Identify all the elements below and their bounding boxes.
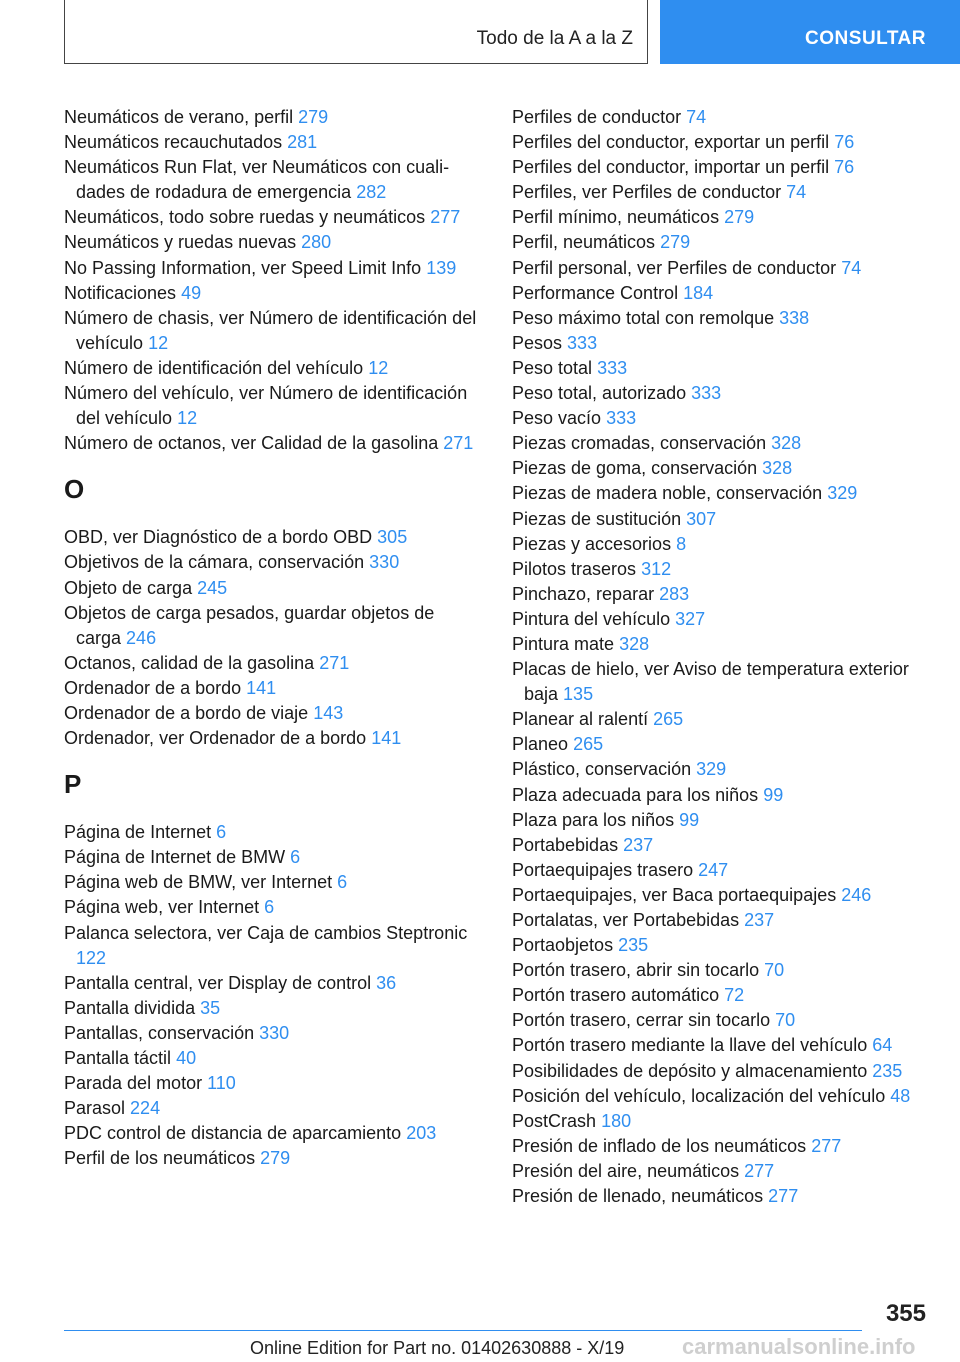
- page-link[interactable]: 277: [744, 1160, 775, 1181]
- page-link[interactable]: 282: [356, 182, 387, 203]
- index-entry-text: Pantallas, conservación: [64, 1022, 255, 1043]
- index-entry-text: Pantalla central, ver Display de control: [64, 972, 372, 993]
- index-entry-text: Posición del vehículo, localización del vehículo: [512, 1085, 886, 1106]
- index-entry: [512, 1109, 932, 1134]
- index-entry-text: Portaobjetos: [512, 935, 614, 956]
- page-link[interactable]: 235: [618, 935, 649, 956]
- index-entry: [512, 607, 932, 632]
- index-entry-text: Parasol: [64, 1098, 126, 1119]
- index-entry-text: Palanca selectora, ver Caja de cambios Steptronic: [64, 922, 468, 943]
- page-link[interactable]: 246: [841, 884, 872, 905]
- index-entry: [64, 870, 484, 895]
- page-link[interactable]: 72: [724, 985, 745, 1006]
- section-letter: O: [64, 474, 85, 505]
- index-entry-text: Portón trasero automático: [512, 985, 720, 1006]
- index-entry-text: Objetivos de la cámara, conservación: [64, 552, 365, 573]
- index-entry-text: Número de identificación del vehículo: [64, 357, 364, 378]
- index-entry: [64, 1096, 484, 1121]
- index-entry-text: Ordenador de a bordo de viaje: [64, 702, 309, 723]
- index-entry: [64, 726, 484, 751]
- index-entry: [512, 1159, 932, 1184]
- index-entry: [512, 1084, 932, 1109]
- index-entry: [64, 306, 484, 356]
- index-entry-text: Notificaciones: [64, 282, 177, 303]
- index-entry: [512, 657, 932, 707]
- index-entry: [512, 481, 932, 506]
- index-entry: [512, 1184, 932, 1209]
- index-entry-text: Performance Control: [512, 282, 679, 303]
- consultar-tab[interactable]: [660, 0, 960, 64]
- index-entry-text: Octanos, calidad de la gasolina: [64, 652, 315, 673]
- index-entry-text: Posibilidades de depósito y almacenamiento: [512, 1060, 868, 1081]
- index-entry-text: Objetos de carga pesados, guardar objetos de carga: [64, 602, 435, 648]
- page-link[interactable]: 312: [641, 558, 672, 579]
- page-link[interactable]: 110: [207, 1073, 236, 1094]
- page-link[interactable]: 277: [768, 1186, 799, 1207]
- page-link[interactable]: 235: [872, 1060, 903, 1081]
- index-entry: [64, 356, 484, 381]
- index-entry: [512, 1134, 932, 1159]
- index-entry: [64, 381, 484, 431]
- page-link[interactable]: 12: [368, 357, 389, 378]
- index-entry-text: Piezas de madera noble, conservación: [512, 483, 823, 504]
- index-entry: [512, 732, 932, 757]
- page-link[interactable]: 280: [301, 232, 332, 253]
- page-link[interactable]: 279: [724, 207, 755, 228]
- index-entry-text: Piezas de goma, conservación: [512, 458, 758, 479]
- index-entry-text: Neumáticos de verano, perfil: [64, 107, 294, 127]
- index-entry: [64, 1021, 484, 1046]
- index-entry: [64, 130, 484, 155]
- index-entry: [512, 582, 932, 607]
- index-entry-text: Parada del motor: [64, 1073, 203, 1094]
- index-entry-text: Plástico, conservación: [512, 759, 692, 780]
- index-entry: [64, 550, 484, 575]
- index-entry: [64, 105, 484, 130]
- page-link[interactable]: 135: [563, 684, 594, 705]
- index-entry: [512, 105, 932, 130]
- index-entry: [64, 651, 484, 676]
- index-entry-text: Portaequipajes, ver Baca portaequipajes: [512, 884, 837, 905]
- page-link[interactable]: 74: [686, 107, 707, 127]
- index-entry: [512, 155, 932, 180]
- page-link[interactable]: 330: [369, 552, 400, 573]
- page-link[interactable]: 35: [200, 997, 221, 1018]
- index-entry-text: Número de chasis, ver Número de identificación del vehículo: [64, 307, 477, 353]
- index-entry: [512, 707, 932, 732]
- index-entry: [512, 381, 932, 406]
- page-link[interactable]: 279: [260, 1148, 291, 1169]
- index-column-right: [512, 105, 932, 1209]
- page-link[interactable]: 333: [606, 408, 637, 429]
- index-entry: [512, 883, 932, 908]
- section-letter: P: [64, 769, 82, 800]
- page-link[interactable]: 12: [177, 408, 198, 429]
- page-link[interactable]: 330: [259, 1022, 290, 1043]
- index-entry-text: Piezas y accesorios: [512, 533, 672, 554]
- page-link[interactable]: 74: [841, 257, 862, 278]
- index-entry-text: Portabebidas: [512, 834, 619, 855]
- page-link[interactable]: 265: [653, 709, 684, 730]
- index-entry: [64, 1146, 484, 1171]
- page-link[interactable]: 328: [619, 633, 650, 654]
- index-entry-text: Neumáticos Run Flat, ver Neumáticos con cualidades de rodadura de emergencia: [64, 157, 450, 203]
- index-entry-text: OBD, ver Diagnóstico de a bordo OBD: [64, 527, 373, 548]
- index-entry: [64, 576, 484, 601]
- index-entry-text: Ordenador, ver Ordenador de a bordo: [64, 728, 367, 749]
- page-link[interactable]: 327: [675, 608, 706, 629]
- index-entry-text: Presión del aire, neumáticos: [512, 1160, 740, 1181]
- index-entry-text: Pesos: [512, 332, 563, 353]
- index-entry-text: Presión de llenado, neumáticos: [512, 1186, 764, 1207]
- page-link[interactable]: 328: [771, 433, 802, 454]
- index-entry: [512, 783, 932, 808]
- page-link[interactable]: 99: [763, 784, 784, 805]
- index-entry: [64, 845, 484, 870]
- index-entry-text: Peso total: [512, 357, 593, 378]
- index-entry-text: Página de Internet: [64, 822, 212, 843]
- page-link[interactable]: 265: [573, 734, 604, 755]
- index-entry-text: Objeto de carga: [64, 577, 193, 598]
- index-entry: [512, 808, 932, 833]
- page-link[interactable]: 48: [890, 1085, 911, 1106]
- index-entry-text: Planear al ralentí: [512, 709, 649, 730]
- index-entry: [64, 996, 484, 1021]
- index-entry-text: Piezas de sustitución: [512, 508, 682, 529]
- index-entry-text: Perfil personal, ver Perfiles de conductor: [512, 257, 837, 278]
- index-entry-text: Perfil de los neumáticos: [64, 1148, 256, 1169]
- page-link[interactable]: 141: [371, 728, 402, 749]
- page-link[interactable]: 180: [601, 1110, 632, 1131]
- index-entry: [512, 983, 932, 1008]
- index-entry: [64, 971, 484, 996]
- page-link[interactable]: 277: [811, 1135, 842, 1156]
- index-entry: [64, 525, 484, 550]
- index-entry-text: Perfiles, ver Perfiles de conductor: [512, 182, 782, 203]
- page-link[interactable]: 307: [686, 508, 717, 529]
- page-link[interactable]: 279: [660, 232, 691, 253]
- index-entry-text: Planeo: [512, 734, 569, 755]
- index-entry: [64, 921, 484, 971]
- index-entry-text: Peso total, autorizado: [512, 383, 687, 404]
- index-entry: [512, 406, 932, 431]
- index-entry-text: Piezas cromadas, conservación: [512, 433, 767, 454]
- index-entry-text: Perfil mínimo, neumáticos: [512, 207, 720, 228]
- index-entry: [64, 676, 484, 701]
- index-entry-text: Plaza para los niños: [512, 809, 675, 830]
- index-entry: [64, 205, 484, 230]
- page-link[interactable]: 237: [744, 910, 775, 930]
- footer-watermark: carmanualsonline.info: [682, 1334, 916, 1359]
- page-link[interactable]: 141: [246, 677, 277, 698]
- page-link[interactable]: 70: [764, 960, 785, 981]
- index-entry: [64, 820, 484, 845]
- index-entry: [512, 256, 932, 281]
- index-entry-text: Pintura mate: [512, 633, 615, 654]
- page-link[interactable]: 6: [337, 872, 348, 893]
- page-link[interactable]: 338: [779, 307, 810, 328]
- index-entry-text: Portalatas, ver Portabebidas: [512, 910, 740, 930]
- index-entry-text: Portón trasero, abrir sin tocarlo: [512, 960, 760, 981]
- index-entry: [64, 230, 484, 255]
- index-entry-text: Portón trasero, cerrar sin tocarlo: [512, 1010, 771, 1031]
- index-entry-text: Perfiles del conductor, importar un perfil: [512, 157, 830, 178]
- page-link[interactable]: 281: [287, 132, 318, 153]
- index-entry: [512, 858, 932, 883]
- index-entry-text: Número de octanos, ver Calidad de la gasolina: [64, 433, 439, 454]
- page-link[interactable]: 333: [597, 357, 628, 378]
- index-entry-text: PostCrash: [512, 1110, 597, 1131]
- index-entry-text: Peso vacío: [512, 408, 602, 429]
- page-link[interactable]: 279: [298, 107, 329, 127]
- page-link[interactable]: 246: [126, 627, 157, 648]
- index-entry-text: Página web de BMW, ver Internet: [64, 872, 333, 893]
- index-entry: [64, 601, 484, 651]
- page-link[interactable]: 76: [834, 157, 855, 178]
- page-link[interactable]: 70: [775, 1010, 796, 1031]
- index-entry: [64, 281, 484, 306]
- page-link[interactable]: 224: [130, 1098, 161, 1119]
- index-entry: [64, 1121, 484, 1146]
- page-link[interactable]: 277: [430, 207, 461, 228]
- index-entry: [512, 331, 932, 356]
- page-link[interactable]: 6: [264, 897, 275, 918]
- index-entry: [512, 431, 932, 456]
- index-entry: [512, 908, 932, 933]
- index-entry: [512, 130, 932, 155]
- index-entry-text: Peso máximo total con remolque: [512, 307, 775, 328]
- page-link[interactable]: 74: [786, 182, 807, 203]
- page-number: 355: [885, 1300, 926, 1327]
- index-entry-text: Perfil, neumáticos: [512, 232, 656, 253]
- index-entry: [512, 933, 932, 958]
- index-entry: [64, 1071, 484, 1096]
- page-link[interactable]: 329: [827, 483, 858, 504]
- page-link[interactable]: 99: [679, 809, 700, 830]
- index-entry-text: Neumáticos, todo sobre ruedas y neumáticos: [64, 207, 426, 228]
- index-entry-text: Pantalla táctil: [64, 1048, 172, 1068]
- index-entry-text: Perfiles de conductor: [512, 107, 682, 127]
- footer-divider: [64, 1330, 862, 1331]
- index-entry: [512, 306, 932, 331]
- index-entry-text: Neumáticos recauchutados: [64, 132, 283, 153]
- index-entry-text: Pintura del vehículo: [512, 608, 671, 629]
- page-link[interactable]: 8: [676, 533, 687, 554]
- index-entry: [64, 701, 484, 726]
- page-link[interactable]: 271: [319, 652, 350, 673]
- index-entry-text: Placas de hielo, ver Aviso de temperatura exterior baja: [512, 659, 909, 705]
- index-column-left: [64, 105, 484, 1171]
- header-title: Todo de la A a la Z: [476, 28, 633, 49]
- page-link[interactable]: 76: [834, 132, 855, 153]
- page-link[interactable]: 333: [691, 383, 722, 404]
- page-link[interactable]: 305: [377, 527, 408, 548]
- page-link[interactable]: 6: [290, 847, 301, 868]
- index-entry: [512, 1008, 932, 1033]
- index-entry-text: No Passing Information, ver Speed Limit Info: [64, 257, 422, 278]
- page-link[interactable]: 184: [683, 282, 714, 303]
- page-link[interactable]: 329: [696, 759, 727, 780]
- page-link[interactable]: 271: [443, 433, 474, 454]
- index-entry: [64, 1046, 484, 1071]
- index-entry: [64, 895, 484, 920]
- index-entry: [512, 356, 932, 381]
- index-entry-text: Pantalla dividida: [64, 997, 196, 1018]
- header-box: [64, 0, 648, 64]
- page-link[interactable]: 237: [623, 834, 654, 855]
- consultar-tab-label: CONSULTAR: [805, 28, 926, 49]
- page-link[interactable]: 36: [376, 972, 397, 993]
- page-link[interactable]: 245: [197, 577, 228, 598]
- index-entry: [512, 205, 932, 230]
- index-entry: [512, 180, 932, 205]
- index-entry: [64, 431, 484, 456]
- index-entry: [512, 632, 932, 657]
- index-entry-text: Plaza adecuada para los niños: [512, 784, 759, 805]
- index-entry: [512, 557, 932, 582]
- page-link[interactable]: 6: [216, 822, 227, 843]
- page-link[interactable]: 122: [76, 947, 107, 968]
- page-link[interactable]: 64: [872, 1035, 893, 1056]
- index-entry-text: Página de Internet de BMW: [64, 847, 286, 868]
- index-entry-text: Portaequipajes trasero: [512, 859, 694, 880]
- page-link[interactable]: 203: [406, 1123, 437, 1144]
- page-link[interactable]: 143: [313, 702, 344, 723]
- index-entry: [512, 833, 932, 858]
- index-entry: [512, 757, 932, 782]
- index-entry-text: Portón trasero mediante la llave del vehículo: [512, 1035, 868, 1056]
- page-link[interactable]: 12: [148, 332, 169, 353]
- index-entry-text: Pinchazo, reparar: [512, 583, 655, 604]
- index-entry: [512, 230, 932, 255]
- index-entry: [512, 1059, 932, 1084]
- index-entry-text: Ordenador de a bordo: [64, 677, 242, 698]
- page-link[interactable]: 328: [762, 458, 793, 479]
- page-link[interactable]: 283: [659, 583, 690, 604]
- page-link[interactable]: 247: [698, 859, 729, 880]
- index-entry: [512, 1033, 932, 1058]
- page-link[interactable]: 49: [181, 282, 202, 303]
- index-entry-text: Pilotos traseros: [512, 558, 637, 579]
- index-entry-text: Página web, ver Internet: [64, 897, 260, 918]
- index-entry: [64, 155, 484, 205]
- index-entry: [512, 281, 932, 306]
- index-entry-text: PDC control de distancia de aparcamiento: [64, 1123, 402, 1144]
- page-link[interactable]: 40: [176, 1048, 197, 1068]
- index-entry-text: Neumáticos y ruedas nuevas: [64, 232, 297, 253]
- index-entry-text: Presión de inflado de los neumáticos: [512, 1135, 807, 1156]
- index-entry: [512, 532, 932, 557]
- index-entry: [512, 507, 932, 532]
- index-entry: [512, 456, 932, 481]
- page-link[interactable]: 139: [426, 257, 457, 278]
- index-entry-text: Perfiles del conductor, exportar un perfil: [512, 132, 830, 153]
- page-link[interactable]: 333: [567, 332, 598, 353]
- index-entry-text: Número del vehículo, ver Número de identificación del vehículo: [64, 383, 468, 429]
- footer-edition: Online Edition for Part no. 01402630888 - X/19: [250, 1338, 625, 1358]
- index-entry: [512, 958, 932, 983]
- index-entry: [64, 256, 484, 281]
